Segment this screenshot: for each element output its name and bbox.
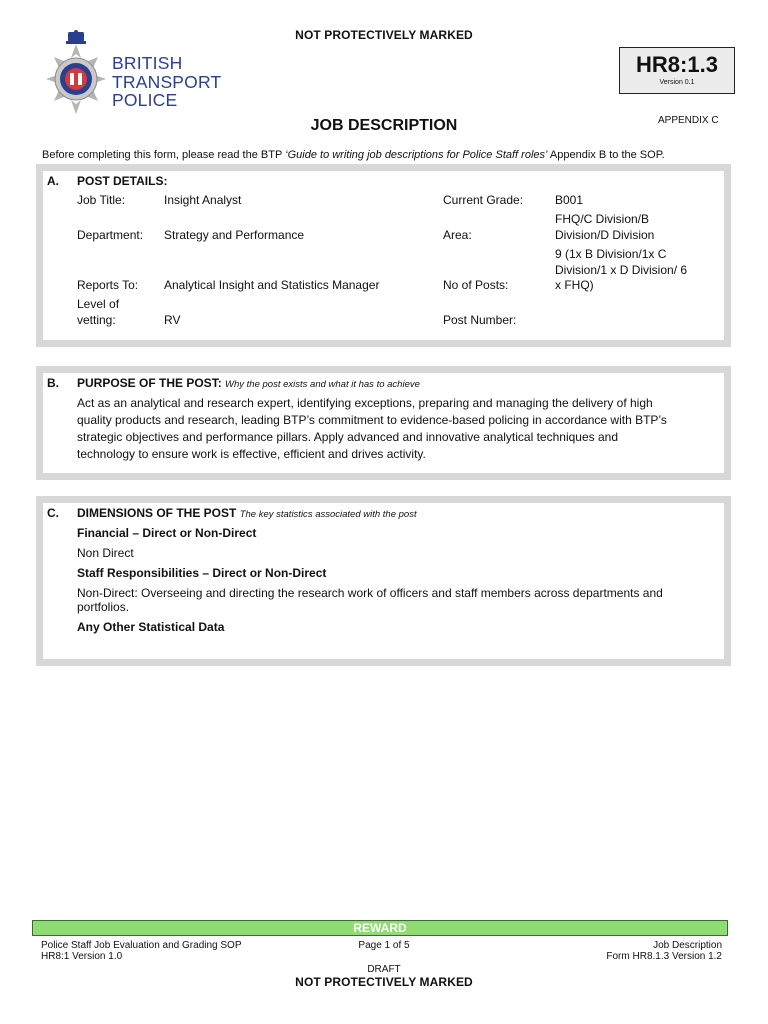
post-details-section [36,164,731,347]
section-title-text: PURPOSE OF THE POST: [77,376,222,390]
department-label: Department: [77,228,144,242]
dimensions-section [36,496,731,666]
staff-heading: Staff Responsibilities – Direct or Non-Direct [77,566,327,580]
section-title [77,376,420,390]
section-subtitle: The key statistics associated with the post [239,509,417,520]
btp-logo [44,30,244,120]
area-value-line-1: FHQ/C Division/B [555,212,650,226]
section-title: POST DETAILS: [77,174,168,188]
job-title-value: Insight Analyst [164,193,242,207]
vetting-label-line-1: Level of [77,297,120,311]
logo-line-transport: TRANSPORT [112,71,222,92]
staff-line-1: Non-Direct: Overseeing and directing the research work of officers and staff members across departments and [77,586,663,600]
section-letter: A. [47,174,59,188]
form-code: HR8:1.3 [636,52,718,77]
logo-line-police: POLICE [112,90,178,110]
purpose-line-4: technology to ensure work is effective, efficient and drives activity. [77,447,426,461]
intro-after: Appendix B to the SOP. [547,149,665,161]
financial-value: Non Direct [77,546,134,560]
area-label: Area: [443,228,472,242]
protective-marking-top: NOT PROTECTIVELY MARKED [295,28,473,42]
footer-sop-title: Police Staff Job Evaluation and Grading SOP [41,940,242,951]
page-number: Page 1 of 5 [358,940,410,951]
staff-line-2: portfolios. [77,600,130,614]
footer-right [606,940,722,962]
purpose-line-1: Act as an analytical and research expert, identifying exceptions, preparing and managing the delivery of high [77,396,653,410]
section-title-text: DIMENSIONS OF THE POST [77,506,237,520]
area-value-line-2: Division/D Division [555,228,655,242]
intro-guide-title: ‘Guide to writing job descriptions for Police Staff roles’ [285,149,548,161]
purpose-line-2: quality products and research, leading BTP’s commitment to evidence-based policing in accordance with BTP’s [77,413,667,427]
intro-text [42,149,665,161]
reward-bar: REWARD [32,920,728,936]
purpose-line-3: strategic objectives and performance pillars. Apply advanced and innovative analytical techniques and [77,430,618,444]
footer-form-title: Job Description [653,940,722,951]
current-grade-label: Current Grade: [443,193,524,207]
reports-to-label: Reports To: [77,278,139,292]
form-version: Version 0.1 [659,79,695,86]
financial-heading: Financial – Direct or Non-Direct [77,526,257,540]
form-code-box [619,47,735,94]
section-title [77,506,417,520]
post-number-label: Post Number: [443,313,517,327]
purpose-section [36,366,731,480]
current-grade-value: B001 [555,193,584,207]
vetting-value: RV [164,313,181,327]
draft-label: DRAFT [367,964,401,975]
footer-form-version: Form HR8.1.3 Version 1.2 [606,951,722,962]
section-letter: C. [47,506,59,520]
vetting-label-line-2: vetting: [77,313,116,327]
footer-sop-version: HR8:1 Version 1.0 [41,951,123,962]
page-title: JOB DESCRIPTION [310,117,458,134]
police-crest-icon [44,30,108,118]
no-posts-label: No of Posts: [443,278,509,292]
other-stats-heading: Any Other Statistical Data [77,620,225,634]
section-subtitle: Why the post exists and what it has to achieve [225,379,420,390]
appendix-label: APPENDIX C [658,115,719,126]
intro-before: Before completing this form, please read the BTP [42,149,286,161]
no-posts-value-line-1: 9 (1x B Division/1x C [555,247,667,261]
section-letter: B. [47,376,59,390]
no-posts-value-line-3: x FHQ) [555,278,594,292]
logo-wordmark [112,54,221,110]
protective-marking-bottom: NOT PROTECTIVELY MARKED [295,975,473,989]
job-title-label: Job Title: [77,193,126,207]
reports-to-value: Analytical Insight and Statistics Manager [164,278,380,292]
no-posts-value-line-2: Division/1 x D Division/ 6 [555,263,688,277]
department-value: Strategy and Performance [164,228,305,242]
logo-line-british: BRITISH [112,53,183,73]
